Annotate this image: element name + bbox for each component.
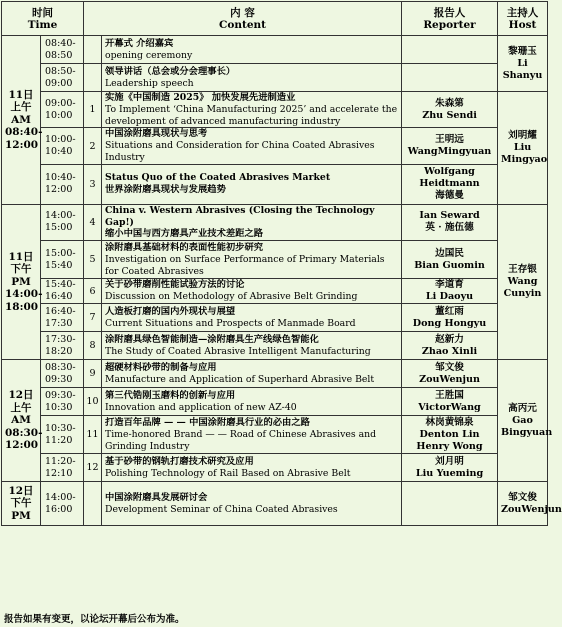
table-row — [2, 36, 548, 64]
reporter-cell — [402, 128, 498, 164]
time-cell — [41, 304, 84, 332]
content-cell — [102, 36, 402, 64]
text-line: 邹文俊 — [508, 491, 537, 503]
text-line: Liu — [513, 141, 532, 153]
item-number: 2 — [84, 128, 102, 164]
header-content: 内 容 Content — [84, 2, 402, 36]
time-cell — [41, 388, 84, 416]
text-line: WangMingyuan — [407, 146, 492, 158]
content-subtitle: Polishing Technology of Rail Based on Abrasive Belt — [105, 467, 351, 479]
text-line: 上午 — [10, 101, 32, 114]
reporter-cell — [402, 360, 498, 388]
text-line: 08:40- — [5, 126, 43, 139]
text-line: 10:40 — [45, 146, 73, 158]
content-subtitle: Investigation on Surface Performance of Primary Materials for Coated Abrasives — [105, 253, 385, 277]
reporter-cell — [402, 454, 498, 482]
time-cell — [41, 204, 84, 240]
text-line: 黎珊玉 — [508, 45, 537, 57]
text-line: 李道育 — [435, 279, 464, 291]
item-number — [84, 36, 102, 64]
content-cell — [102, 332, 402, 360]
text-line: 11日 — [8, 250, 34, 263]
text-line: 12:00 — [45, 184, 73, 196]
host-cell — [498, 482, 562, 526]
text-line: AM — [11, 113, 31, 126]
content-subtitle: Discussion on Methodology of Abrasive Belt Grinding — [105, 291, 358, 303]
content-subtitle: Manufacture and Application of Superhard Abrasive Belt — [105, 373, 375, 385]
header-time: 时间 Time — [2, 2, 84, 36]
host-cell — [498, 92, 548, 205]
table-row — [2, 128, 548, 164]
table-row — [2, 164, 548, 204]
text-line: 08:40- — [45, 37, 76, 49]
content-title: Status Quo of the Coated Abrasives Market — [105, 172, 331, 184]
text-line: 16:40- — [45, 305, 76, 317]
text-line: 15:40- — [45, 279, 76, 291]
text-line: 08:30- — [5, 426, 43, 439]
reporter-cell — [402, 36, 498, 64]
time-cell — [41, 482, 84, 526]
text-line: 边国民 — [435, 247, 464, 259]
content-subtitle: To Implement ‘China Manufacturing 2025’ and accelerate the development of advanced manufacturing industry — [105, 103, 398, 127]
content-cell — [102, 128, 402, 164]
table-row — [2, 204, 548, 240]
content-cell — [102, 164, 402, 204]
host-cell — [498, 36, 548, 92]
text-line: VictorWang — [418, 401, 481, 413]
table-row — [2, 388, 548, 416]
time-cell — [41, 332, 84, 360]
reporter-cell — [402, 64, 498, 92]
text-line: 12日 — [8, 389, 34, 402]
text-line: Gao — [512, 414, 533, 426]
item-number: 11 — [84, 416, 102, 454]
text-line: 王存银 — [508, 263, 537, 275]
text-line: 刘月明 — [435, 455, 464, 467]
text-line: 12日 — [8, 484, 34, 497]
content-title: 涂附磨具绿色智能制造—涂附磨具生产线绿色智能化 — [105, 333, 319, 345]
time-cell — [41, 64, 84, 92]
text-line: 下午 — [10, 263, 32, 276]
content-title: 关于砂带磨削性能试验方法的讨论 — [105, 279, 245, 291]
content-cell — [102, 416, 402, 454]
time-cell — [41, 92, 84, 128]
content-cell — [102, 64, 402, 92]
text-line: 09:30 — [45, 373, 73, 385]
content-title: 第三代锆刚玉磨料的创新与应用 — [105, 389, 236, 401]
text-line: 上午 — [10, 401, 32, 414]
text-line: ZouWenjun — [501, 503, 562, 515]
text-line: 17:30 — [45, 317, 73, 329]
item-number: 7 — [84, 304, 102, 332]
session-day-cell — [2, 482, 41, 526]
reporter-cell — [402, 388, 498, 416]
content-title: China v. Western Abrasives (Closing the Technology Gap!) — [105, 204, 375, 228]
text-line: 15:40 — [45, 259, 73, 271]
session-day-cell — [2, 204, 41, 359]
host-cell — [498, 204, 548, 359]
content-subtitle: 世界涂附磨具现状与发展趋势 — [105, 184, 226, 196]
content-subtitle: Leadership speech — [105, 77, 194, 89]
text-line: 11日 — [8, 88, 34, 101]
item-number: 9 — [84, 360, 102, 388]
content-title: 领导讲话（总会或分会理事长） — [105, 65, 236, 77]
header-row — [2, 2, 548, 36]
text-line: 09:00 — [45, 77, 73, 89]
text-line: Bian Guomin — [414, 259, 485, 271]
agenda-table — [1, 1, 562, 526]
text-line: 10:40- — [45, 172, 76, 184]
text-line: 08:30- — [45, 361, 76, 373]
host-cell — [498, 360, 553, 482]
table-row — [2, 279, 548, 304]
text-line: 10:30- — [45, 422, 76, 434]
content-cell — [102, 279, 402, 304]
reporter-cell — [402, 279, 498, 304]
text-line: 14:00- — [45, 210, 76, 222]
text-line: 08:50- — [45, 65, 76, 77]
text-line: PM — [11, 275, 31, 288]
text-line: 15:00- — [45, 247, 76, 259]
content-title: 涂附磨具基础材料的表面性能初步研究 — [105, 241, 264, 253]
text-line: 董红雨 — [435, 305, 464, 317]
table-row — [2, 360, 548, 388]
text-line: 12:00 — [5, 138, 39, 151]
content-cell — [102, 241, 402, 279]
content-title: 开幕式 介绍嘉宾 — [105, 37, 174, 49]
content-title: 中国涂附磨具现状与思考 — [105, 128, 208, 140]
text-line: Henry Wong — [416, 440, 483, 452]
content-cell — [102, 360, 402, 388]
reporter-cell — [402, 332, 498, 360]
time-cell — [41, 36, 84, 64]
text-line: 09:00- — [45, 97, 76, 109]
reporter-cell — [402, 92, 498, 128]
content-title: 超硬材料砂带的制备与应用 — [105, 361, 217, 373]
text-line: Bingyuan — [501, 426, 553, 438]
text-line: Denton Lin — [419, 428, 480, 440]
content-subtitle: 缩小中国与西方磨具产业技术差距之路 — [105, 228, 264, 240]
text-line: ZouWenjun — [419, 373, 480, 385]
text-line: Wolfgang — [424, 166, 475, 178]
item-number — [84, 64, 102, 92]
text-line: 15:00 — [45, 222, 73, 234]
content-title: 实施《中国制造 2025》 加快发展先进制造业 — [105, 92, 296, 103]
text-line: Shanyu — [502, 69, 543, 81]
text-line: 14:00- — [5, 288, 43, 301]
content-subtitle: opening ceremony — [105, 49, 193, 61]
text-line: 海德曼 — [435, 190, 464, 202]
text-line: Liu Yueming — [415, 467, 484, 479]
content-title: 人造板打磨的国内外现状与展望 — [105, 305, 236, 317]
header-reporter: 报告人 Reporter — [402, 2, 498, 36]
text-line: 12:00 — [5, 439, 39, 452]
session-day-cell — [2, 360, 41, 482]
text-line: 朱森第 — [435, 97, 464, 109]
content-cell — [102, 304, 402, 332]
reporter-cell — [402, 416, 498, 454]
item-number: 4 — [84, 204, 102, 240]
text-line: 17:30- — [45, 333, 76, 345]
text-line: Ian Seward — [419, 210, 480, 222]
time-cell — [41, 279, 84, 304]
content-title: 中国涂附磨具发展研讨会 — [105, 491, 208, 503]
content-cell — [102, 92, 402, 128]
text-line: Mingyao — [501, 153, 548, 165]
text-line: Zhao Xinli — [421, 345, 478, 357]
table-row — [2, 454, 548, 482]
text-line: 18:20 — [45, 345, 73, 357]
item-number: 12 — [84, 454, 102, 482]
time-cell — [41, 454, 84, 482]
content-subtitle: Situations and Consideration for China Coated Abrasives Industry — [105, 140, 375, 163]
text-line: Heidtmann — [419, 178, 480, 190]
reporter-cell — [402, 204, 498, 240]
content-title: 基于砂带的钢轨打磨技术研究及应用 — [105, 455, 254, 467]
content-cell — [102, 204, 402, 240]
content-cell — [102, 482, 402, 526]
time-cell — [41, 164, 84, 204]
item-number: 1 — [84, 92, 102, 128]
text-line: PM — [11, 509, 31, 522]
item-number: 10 — [84, 388, 102, 416]
text-line: 11:20- — [45, 455, 76, 467]
text-line: 09:30- — [45, 389, 76, 401]
text-line: Li — [517, 57, 528, 69]
footnote: 报告如果有变更，以论坛开幕后公布为准。 — [4, 614, 185, 625]
item-number: 3 — [84, 164, 102, 204]
header-host: 主持人 Host — [498, 2, 548, 36]
text-line: AM — [11, 414, 31, 427]
text-line: Li Daoyu — [425, 291, 474, 303]
reporter-cell — [402, 241, 498, 279]
text-line: Zhu Sendi — [422, 109, 477, 121]
content-subtitle: The Study of Coated Abrasive Intelligent Manufacturing — [105, 345, 371, 357]
content-subtitle: Development Seminar of China Coated Abrasives — [105, 503, 338, 515]
text-line: 10:30 — [45, 401, 73, 413]
content-cell — [102, 388, 402, 416]
session-day-cell — [2, 36, 41, 205]
reporter-cell — [402, 164, 498, 204]
time-cell — [41, 360, 84, 388]
text-line: Cunyin — [503, 287, 542, 299]
table-row — [2, 332, 548, 360]
text-line: Dong Hongyu — [412, 317, 487, 329]
text-line: 邹文俊 — [435, 361, 464, 373]
item-number: 6 — [84, 279, 102, 304]
text-line: Wang — [507, 275, 538, 287]
item-number: 5 — [84, 241, 102, 279]
item-number — [84, 482, 102, 526]
text-line: 刘明耀 — [508, 129, 537, 141]
content-subtitle: Current Situations and Prospects of Manmade Board — [105, 317, 356, 329]
text-line: 英 · 施伍德 — [425, 222, 474, 234]
time-cell — [41, 241, 84, 279]
text-line: 16:40 — [45, 291, 73, 303]
text-line: 08:50 — [45, 49, 73, 61]
item-number: 8 — [84, 332, 102, 360]
text-line: 14:00- — [45, 491, 76, 503]
text-line: 高丙元 — [508, 402, 537, 414]
time-cell — [41, 128, 84, 164]
table-row — [2, 482, 548, 526]
text-line: 林岗黄锦泉 — [425, 416, 474, 428]
text-line: 王胜国 — [435, 389, 464, 401]
content-cell — [102, 454, 402, 482]
time-cell — [41, 416, 84, 454]
text-line: 下午 — [10, 497, 32, 510]
text-line: 12:10 — [45, 467, 73, 479]
reporter-cell — [402, 304, 498, 332]
text-line: 赵新力 — [435, 333, 464, 345]
text-line: 10:00 — [45, 109, 73, 121]
table-row — [2, 92, 548, 128]
content-subtitle: Time-honored Brand — — Road of Chinese Abrasives and Grinding Industry — [105, 428, 377, 452]
text-line: 16:00 — [45, 503, 73, 515]
content-title: 打造百年品牌 — — 中国涂附磨具行业的必由之路 — [105, 416, 310, 428]
text-line: 11:20 — [45, 434, 73, 446]
table-row — [2, 64, 548, 92]
reporter-cell — [402, 482, 498, 526]
table-row — [2, 241, 548, 279]
text-line: 10:00- — [45, 134, 76, 146]
content-subtitle: Innovation and application of new AZ-40 — [105, 401, 297, 413]
text-line: 18:00 — [5, 300, 39, 313]
table-row — [2, 304, 548, 332]
text-line: 王明远 — [435, 134, 464, 146]
table-row — [2, 416, 548, 454]
